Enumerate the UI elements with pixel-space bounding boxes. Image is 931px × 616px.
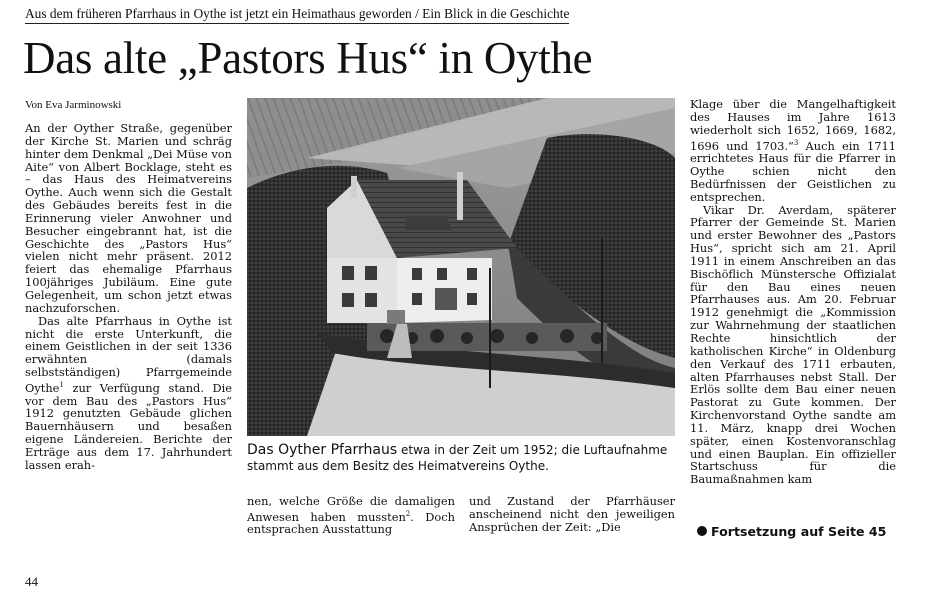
footnote-ref-3: 3 [793, 138, 799, 147]
col4-text-b: Auch ein 1711 errichtetes Haus für die Pfarrer in Oythe schien nicht den Bedürfnissen der Geistlichen zu entsprechen. [690, 138, 896, 204]
col4-text-a: Klage über die Mangelhaftigkeit des Hauses im Jahre 1613 wiederholt sich 1652, 1669, 1682, 1696 und 1703.“ [690, 98, 896, 153]
paragraph-col3: und Zustand der Pfarrhäuser anscheinend nicht den jeweiligen Ansprüchen der Zeit: „Die [469, 495, 675, 534]
byline: Von Eva Jarminowski [25, 99, 122, 111]
paragraph-history-a: Das alte Pfarrhaus in Oythe ist nicht die erste Unterkunft, die einem Geistlichen in der seit 1336 erwähnten (damals selbstständigen) Pfarrgemeinde Oythe [25, 313, 232, 395]
photo-caption [247, 443, 675, 474]
headline: Das alte „Pastors Hus“ in Oythe [23, 33, 593, 83]
aerial-photo-parsonage [247, 98, 675, 436]
text-column-1 [25, 122, 232, 542]
paragraph-averdam: Vikar Dr. Averdam, späterer Pfarrer der Gemeinde St. Marien und erster Bewohner des „Pastors Hus“, spricht sich am 21. April 1911 in einem Anschreiben an das Bischöflich Münstersche Offizialat für den Bau eines neuen Pfarrhauses aus. Am 20. Februar 1912 genehmigt die „Kommission zur Wahrnehmung der staatlichen Rechte hinsichtlich der katholischen Kirche“ in Oldenburg den Verkauf des 1711 erbauten, alten Pfarrhauses nebst Stall. Der Erlös sollte dem Bau einer neuen Pastorat zu Gute kommen. Der Kirchenvorstand Oythe sandte am 11. März, knapp drei Wochen später, einen Kostenvoranschlag und einen Bauplan. Ein offizieller Startschuss für die Baumaßnahmen kam [690, 202, 896, 487]
kicker-line: Aus dem früheren Pfarrhaus in Oythe ist jetzt ein Heimathaus geworden / Ein Blick in die Geschichte [25, 6, 569, 24]
caption-text: etwa in der Zeit um 1952; die Luftaufnahme stammt aus dem Besitz des Heimatvereins Oythe. [247, 443, 668, 473]
text-column-3 [469, 495, 675, 541]
footnote-ref-2: 2 [405, 509, 411, 518]
paragraph-history-b: zur Verfügung stand. Die vor dem Bau des „Pastors Hus“ 1912 genutzten Gebäude glichen Bauernhäusern und besaßen eigene Ländereien. Berichte der Erträge aus dem 17. Jahrhundert lassen erah- [25, 380, 232, 472]
caption-lead: Das Oyther Pfarrhaus [247, 442, 398, 458]
bullet-dot-icon [697, 526, 707, 536]
paragraph-col2 [247, 495, 455, 536]
paragraph-complaint [690, 98, 896, 204]
footnote-ref-1: 1 [59, 380, 64, 389]
paragraph-history [25, 315, 232, 472]
text-column-4 [690, 98, 896, 514]
col2-text-a: nen, welche Größe die damaligen Anwesen haben mussten [247, 495, 455, 524]
paragraph-intro: An der Oyther Straße, gegenüber der Kirche St. Marien und schräg hinter dem Denkmal „Dei Müse von Aite“ von Albert Bocklage, steht es – das Haus des Heimatvereins Oythe. Auch wenn sich die Gestalt des Gebäudes bereits fest in die Erinnerung vieler Anwohner und Besucher eingebrannt hat, ist die Geschichte des „Pastors Hus“ vielen nicht mehr präsent. 2012 feiert das ehemalige Pfarrhaus 100jähriges Jubiläum. Eine gute Gelegenheit, um schon jetzt etwas nachzuforschen. [25, 122, 232, 315]
text-column-2 [247, 495, 455, 541]
continuation-link[interactable]: Fortsetzung auf Seite 45 [711, 524, 887, 539]
page-number: 44 [25, 574, 38, 589]
col2-text-b: . Doch entsprachen Ausstattung [247, 509, 455, 537]
